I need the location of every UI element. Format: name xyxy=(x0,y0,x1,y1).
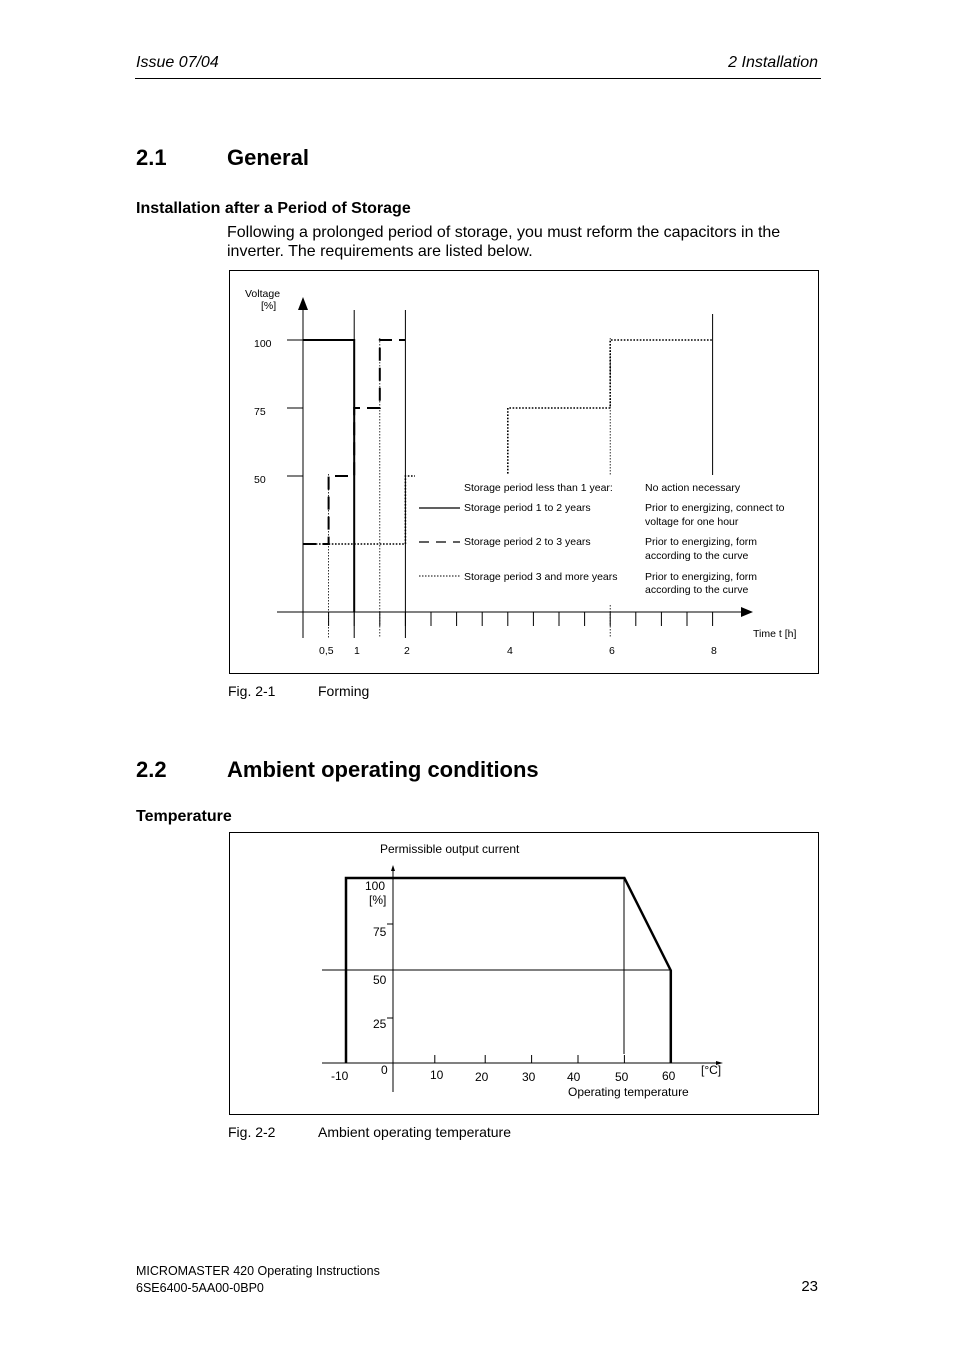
legend-action-4b: according to the curve xyxy=(645,584,749,596)
section-title: General xyxy=(227,145,309,170)
x-axis-ticks xyxy=(329,612,713,626)
section-title: Ambient operating conditions xyxy=(227,757,539,782)
x-axis-unit: [°C] xyxy=(701,1063,722,1077)
figure-label: Fig. 2-2 xyxy=(228,1124,276,1140)
header-chapter: 2 Installation xyxy=(728,54,818,71)
y-tick-label: 25 xyxy=(373,1017,387,1031)
legend-action-2b: voltage for one hour xyxy=(645,516,739,528)
legend-action-3b: according to the curve xyxy=(645,550,749,562)
x-axis-ticks xyxy=(435,1055,671,1063)
legend-action-2a: Prior to energizing, connect to xyxy=(645,502,785,514)
y-axis-label-unit: [%] xyxy=(261,300,277,312)
section-number: 2.1 xyxy=(136,145,167,170)
legend-period-2: Storage period 1 to 2 years xyxy=(464,502,591,514)
y-tick-label: 50 xyxy=(254,474,266,486)
temperature-chart xyxy=(229,832,819,1115)
x-tick-label: 8 xyxy=(711,645,717,657)
x-tick-label: 1 xyxy=(354,645,360,657)
x-tick-label: 10 xyxy=(430,1068,444,1082)
figure-label: Fig. 2-1 xyxy=(228,683,276,699)
x-tick-label: 4 xyxy=(507,645,513,657)
footer-product: MICROMASTER 420 Operating Instructions xyxy=(136,1264,380,1278)
x-tick-label: 0,5 xyxy=(319,645,334,657)
x-axis-label: Operating temperature xyxy=(568,1085,689,1099)
paragraph-line: Following a prolonged period of storage, you must reform the capacitors in the xyxy=(227,224,781,241)
x-tick-label: 30 xyxy=(522,1070,536,1084)
y-tick-label: 100 xyxy=(365,879,386,893)
y-tick-label: 75 xyxy=(254,406,266,418)
x-tick-label: 6 xyxy=(609,645,615,657)
y-axis-label: Voltage xyxy=(245,288,281,300)
figure-caption: Forming xyxy=(318,683,370,699)
legend-period-3: Storage period 2 to 3 years xyxy=(464,536,591,548)
subheading: Installation after a Period of Storage xyxy=(136,200,411,217)
x-tick-label: 40 xyxy=(567,1070,581,1084)
footer-order-number: 6SE6400-5AA00-0BP0 xyxy=(136,1281,264,1295)
x-tick-label: 60 xyxy=(662,1069,676,1083)
paragraph-line: inverter. The requirements are listed below. xyxy=(227,243,533,260)
legend-action-3a: Prior to energizing, form xyxy=(645,536,758,548)
header-rule xyxy=(135,78,821,79)
legend-action-4a: Prior to energizing, form xyxy=(645,571,758,583)
subheading: Temperature xyxy=(136,808,232,825)
page-number: 23 xyxy=(801,1278,818,1295)
legend-action-1: No action necessary xyxy=(645,482,741,494)
y-tick-label: 0 xyxy=(381,1063,388,1077)
y-tick-label: 75 xyxy=(373,925,387,939)
x-tick-label: 2 xyxy=(404,645,410,657)
chart-frame xyxy=(230,271,819,674)
x-tick-label: -10 xyxy=(331,1069,349,1083)
y-axis-unit: [%] xyxy=(369,893,387,907)
chart-title: Permissible output current xyxy=(380,842,520,856)
y-axis-arrow xyxy=(391,865,395,871)
forming-chart xyxy=(229,270,819,674)
x-axis-label: Time t [h] xyxy=(753,628,797,640)
x-tick-label: 50 xyxy=(615,1070,629,1084)
x-axis-arrow xyxy=(741,607,753,617)
y-tick-label: 100 xyxy=(254,338,272,350)
section-number: 2.2 xyxy=(136,757,167,782)
header-issue: Issue 07/04 xyxy=(136,54,219,71)
legend-period-4: Storage period 3 and more years xyxy=(464,571,618,583)
y-tick-label: 50 xyxy=(373,973,387,987)
figure-caption: Ambient operating temperature xyxy=(318,1124,511,1140)
y-axis-arrow xyxy=(298,297,308,310)
x-tick-label: 20 xyxy=(475,1070,489,1084)
legend-period-1: Storage period less than 1 year: xyxy=(464,482,613,494)
